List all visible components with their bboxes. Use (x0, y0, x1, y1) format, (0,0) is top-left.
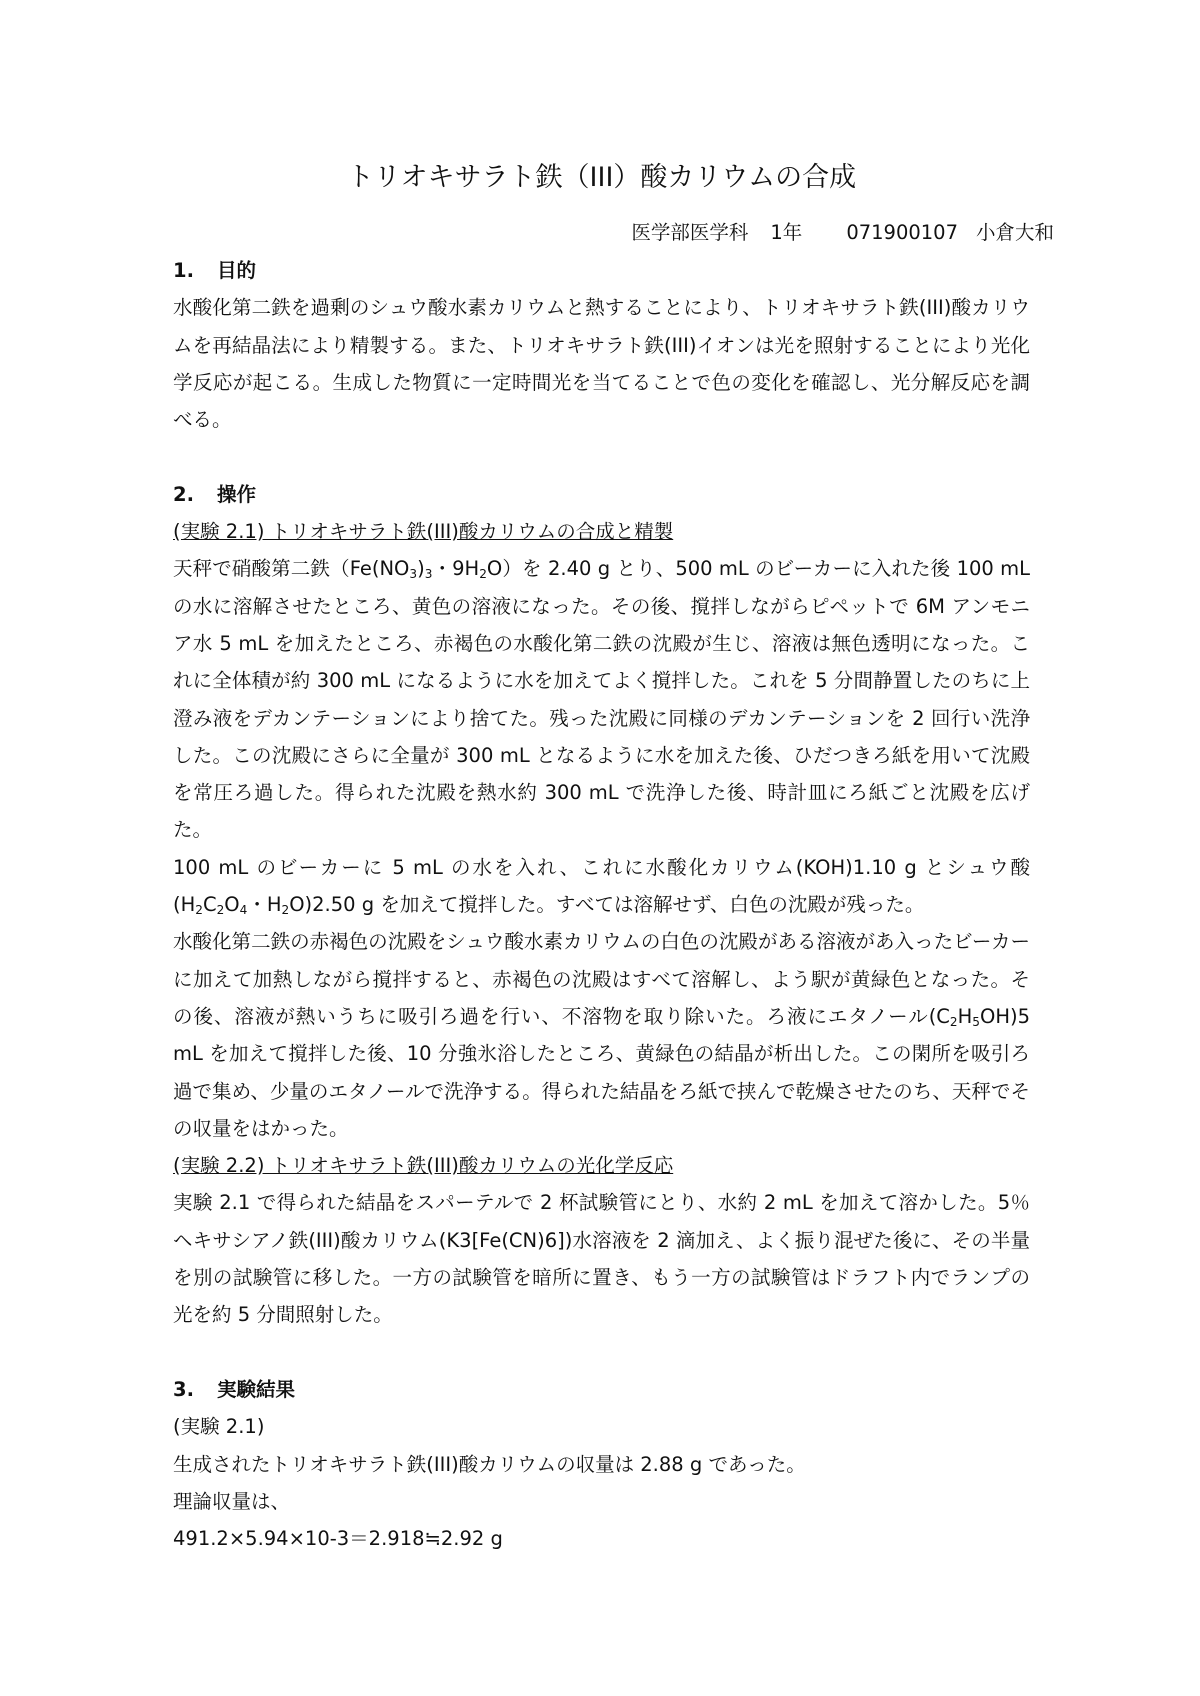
results-theoretical-label: 理論収量は、 (173, 1489, 291, 1513)
author-name: 小倉大和 (975, 221, 1054, 244)
section-2-number: 2. (173, 482, 194, 506)
author-student-id: 071900107 (846, 221, 958, 244)
procedure-paragraph-3: 水酸化第二鉄の赤褐色の沈殿をシュウ酸水素カリウムの白色の沈殿がある溶液があ入ったビーカーに加えて加熱しながら撹拌すると、赤褐色の沈殿はすべて溶解し、よう駅が黄緑色となった。その後、溶液が熱いうちに吸引ろ過を行い、不溶物を取り除いた。ろ液にエタノール$(C_2H_5OH)5$ mL を加えて撹拌した後、10 分強氷浴したところ、黄緑色の結晶が析出した。この閑所を吸引ろ過で集め、少量のエタノールで洗浄する。得られた結晶をろ紙で挟んで乾燥させたのち、天秤でその収量をはかった。 (173, 930, 1030, 1140)
author-department: 医学部医学科 (631, 221, 749, 244)
section-1-title: 目的 (217, 259, 257, 282)
section-2-heading (173, 476, 1030, 513)
procedure-paragraph-2: 100 mL のビーカーに 5 mL の水を入れ、これに水酸化カリウム(KOH)1.10 g とシュウ酸($H_2C_2O_4$・$H_2O)2.50$ g を加えて撹拌した。すべては溶解せず、白色の沈殿が残った。 (173, 855, 1030, 918)
results-experiment-label: (実験 2.1) (173, 1415, 265, 1439)
results-yield-line: 生成されたトリオキサラト鉄(III)酸カリウムの収量は 2.88 g であった。 (173, 1452, 806, 1476)
experiment-2-1-heading: (実験 2.1) トリオキサラト鉄(III)酸カリウムの合成と精製 (173, 520, 674, 544)
section-1-heading (173, 252, 1030, 289)
document-title: トリオキサラト鉄（III）酸カリウムの合成 (346, 162, 857, 193)
procedure-paragraph-1: 天秤で硝酸第二鉄（$Fe(NO_3)_3$・$9H_2O$）を 2.40 g とり、500 mL のビーカーに入れた後 100 mL の水に溶解させたところ、黄色の溶液になった。その後、撹拌しながらピペットで 6M アンモニア水 5 mL を加えたところ、赤褐色の水酸化第二鉄の沈殿が生じ、溶液は無色透明になった。これに全体積が約 300 mL になるように水を加えてよく撹拌した。これを 5 分間静置したのちに上澄み液をデカンテーションにより捨てた。残った沈殿に同様のデカンテーションを 2 回行い洗浄した。この沈殿にさらに全量が 300 mL となるように水を加えた後、ひだつきろ紙を用いて沈殿を常圧ろ過した。得られた沈殿を熱水約 300 mL で洗浄した後、時計皿にろ紙ごと沈殿を広げた。 (173, 557, 1030, 842)
experiment-2-2-heading: (実験 2.2) トリオキサラト鉄(III)酸カリウムの光化学反応 (173, 1154, 674, 1178)
procedure-paragraph-4: 実験 2.1 で得られた結晶をスパーテルで 2 杯試験管にとり、水約 2 mL を加えて溶かした。5％ ヘキサシアノ鉄(III)酸カリウム(K3[Fe(CN)6])水溶液を 2 滴加え、よく振り混ぜた後に、その半量を別の試験管に移した。一方の試験管を暗所に置き、もう一方の試験管はドラフト内でランプの光を約 5 分間照射した。 (173, 1191, 1050, 1327)
results-calculation: 491.2×5.94×10-3＝2.918≒2.92 g (173, 1527, 503, 1551)
author-year: 1年 (770, 221, 803, 244)
section-3-number: 3. (173, 1377, 194, 1401)
section-2-title: 操作 (217, 482, 257, 506)
section-1-number: 1. (173, 259, 194, 282)
author-line (173, 214, 1054, 252)
section-3-heading (173, 1371, 1030, 1408)
section-1-body: 水酸化第二鉄を過剰のシュウ酸水素カリウムと熱することにより、トリオキサラト鉄(III)酸カリウムを再結晶法により精製する。また、トリオキサラト鉄(III)イオンは光を照射することにより光化学反応が起こる。生成した物質に一定時間光を当てることで色の変化を確認し、光分解反応を調べる。 (173, 296, 1030, 432)
section-3-title: 実験結果 (217, 1377, 296, 1401)
